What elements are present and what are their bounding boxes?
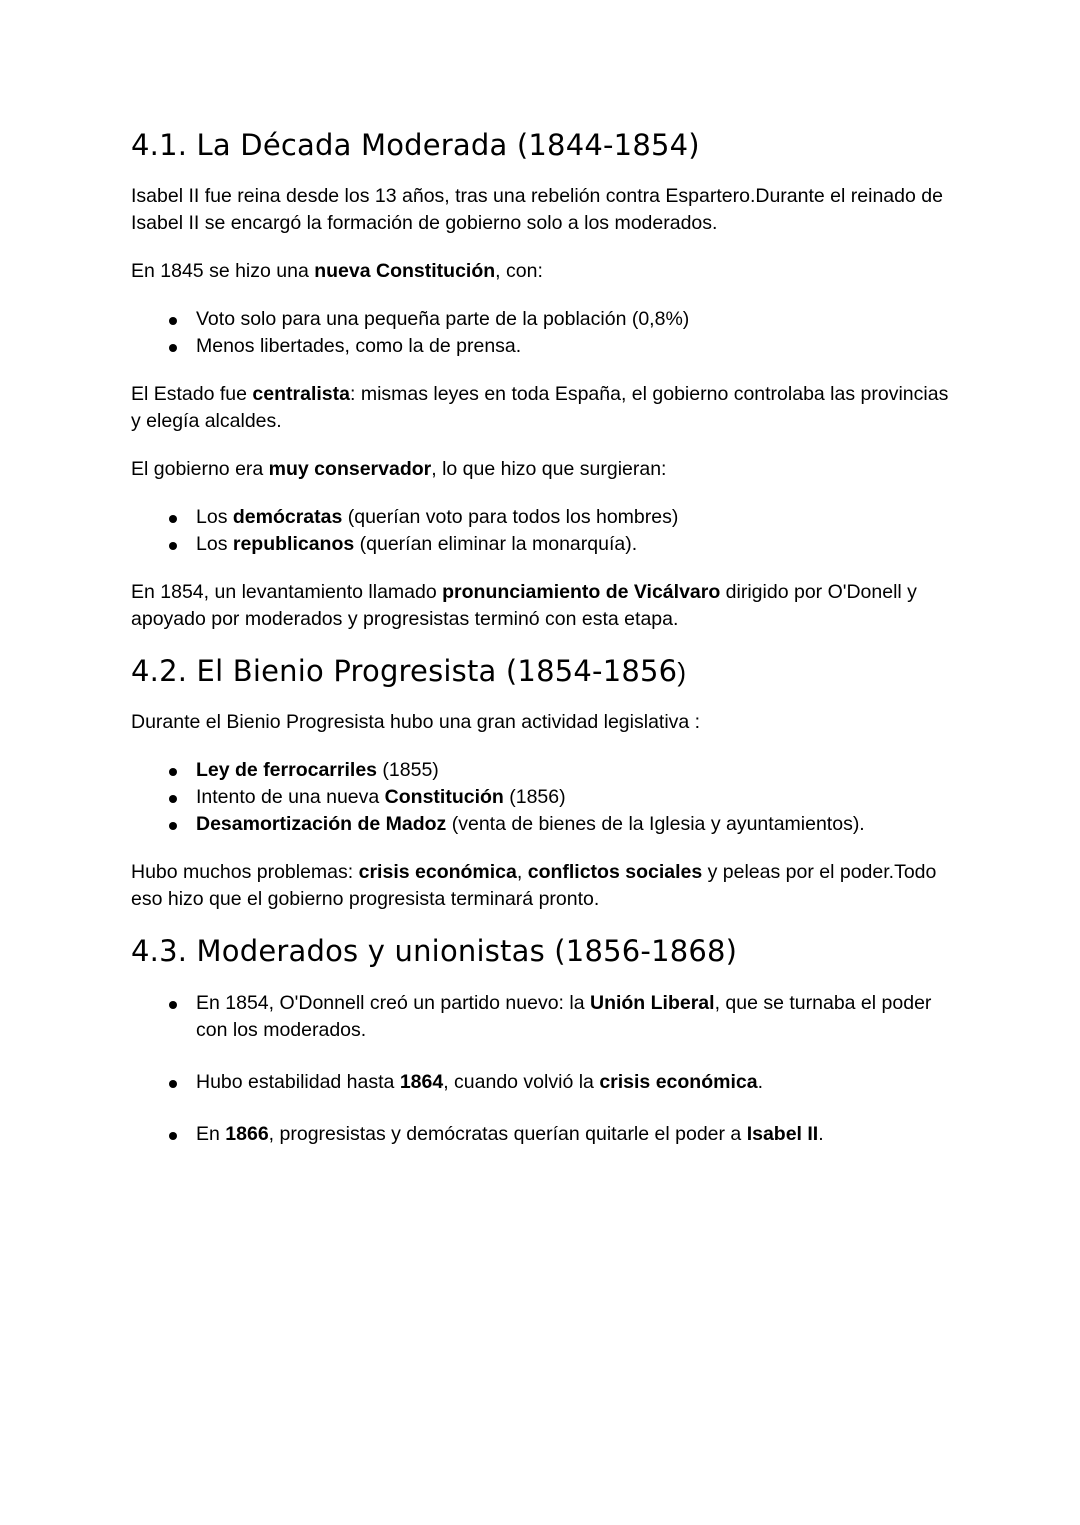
paragraph	[131, 258, 961, 285]
text: Voto solo para una pequeña parte de la población (0,8%)	[196, 308, 690, 330]
text: (venta de bienes de la Iglesia y ayuntamientos).	[446, 813, 865, 835]
bullet-list	[131, 757, 961, 838]
bullet-icon	[169, 795, 177, 803]
text: (querían eliminar la monarquía).	[354, 533, 638, 555]
text: .	[757, 1071, 763, 1093]
bold-text: republicanos	[232, 533, 355, 555]
list-item	[131, 504, 961, 531]
list-item	[131, 333, 961, 360]
text: , con:	[495, 260, 543, 282]
list-item	[131, 757, 961, 784]
text: (querían voto para todos los hombres)	[342, 506, 679, 528]
bold-text: Desamortización de Madoz	[196, 813, 447, 835]
bold-text: demócratas	[232, 506, 343, 528]
text: En 1845 se hizo una	[131, 260, 315, 282]
text: (1855)	[377, 759, 439, 781]
title-paren: )	[677, 657, 687, 687]
text: Menos libertades, como la de prensa.	[196, 335, 522, 357]
title-text: 4.2. El Bienio Progresista (1854-1856	[131, 654, 678, 688]
text: Hubo estabilidad hasta	[196, 1071, 400, 1093]
bullet-icon	[169, 1001, 177, 1009]
text: El gobierno era	[131, 458, 269, 480]
text: Los	[196, 506, 233, 528]
text: dirigido por O'Donell y apoyado por moderados y progresistas terminó con esta etapa.	[131, 581, 917, 630]
text: Intento de una nueva	[196, 786, 385, 808]
text: (1856)	[503, 786, 566, 808]
list-item	[131, 531, 961, 558]
list-item	[131, 990, 961, 1044]
text: En 1854, un levantamiento llamado	[131, 581, 443, 603]
text: En	[196, 1123, 226, 1145]
list-item	[131, 811, 961, 838]
text: : mismas leyes en toda España, el gobierno controlaba las provincias y elegía alcaldes.	[131, 383, 949, 432]
section-title-4-3: 4.3. Moderados y unionistas (1856-1868)	[131, 934, 738, 968]
list-item	[131, 1121, 961, 1148]
bullet-icon	[169, 344, 177, 352]
bold-text: centralista	[252, 383, 350, 405]
text: En 1854, O'Donnell creó un partido nuevo: la	[196, 992, 590, 1014]
bold-text: crisis económica	[358, 861, 517, 883]
text: , que se turnaba el poder con los moderados.	[196, 992, 932, 1041]
bold-text: nueva Constitución	[314, 260, 496, 282]
bullet-icon	[169, 768, 177, 776]
list-item	[131, 784, 961, 811]
paragraph: Isabel II fue reina desde los 13 años, tras una rebelión contra Espartero.Durante el reinado de Isabel II se encargó la formación de gobierno solo a los moderados.	[131, 185, 943, 234]
document-page	[131, 126, 961, 1173]
text: El Estado fue	[131, 383, 253, 405]
text: Hubo muchos problemas:	[131, 861, 359, 883]
bold-text: 1864	[399, 1071, 444, 1093]
bullet-icon	[169, 542, 177, 550]
bullet-list	[131, 306, 961, 360]
section-title-4-1: 4.1. La Década Moderada (1844-1854)	[131, 128, 700, 162]
text: , progresistas y demócratas querían quitarle el poder a	[268, 1123, 747, 1145]
paragraph: Durante el Bienio Progresista hubo una gran actividad legislativa :	[131, 711, 701, 733]
bullet-icon	[169, 822, 177, 830]
bold-text: 1866	[225, 1123, 269, 1145]
paragraph	[131, 579, 961, 633]
text: , cuando volvió la	[443, 1071, 600, 1093]
text: Los	[196, 533, 233, 555]
bold-text: Unión Liberal	[589, 992, 715, 1014]
text: y peleas por el poder.Todo eso hizo que el gobierno progresista terminará pronto.	[131, 861, 937, 910]
text: , lo que hizo que surgieran:	[431, 458, 667, 480]
paragraph	[131, 456, 961, 483]
bullet-icon	[169, 317, 177, 325]
text: ,	[516, 861, 528, 883]
bullet-icon	[169, 515, 177, 523]
bullet-list	[131, 504, 961, 558]
bold-text: Ley de ferrocarriles	[196, 759, 378, 781]
bold-text: conflictos sociales	[527, 861, 703, 883]
paragraph	[131, 859, 961, 913]
bold-text: muy conservador	[268, 458, 432, 480]
bold-text: Isabel II	[746, 1123, 819, 1145]
list-item	[131, 1069, 961, 1096]
paragraph	[131, 381, 961, 435]
text: .	[818, 1123, 824, 1145]
bold-text: pronunciamiento de Vicálvaro	[442, 581, 721, 603]
bullet-icon	[169, 1132, 177, 1140]
section-title-4-2	[131, 652, 961, 691]
bullet-list	[131, 990, 961, 1148]
list-item	[131, 306, 961, 333]
bold-text: crisis económica	[599, 1071, 758, 1093]
bold-text: Constitución	[384, 786, 504, 808]
bullet-icon	[169, 1080, 177, 1088]
